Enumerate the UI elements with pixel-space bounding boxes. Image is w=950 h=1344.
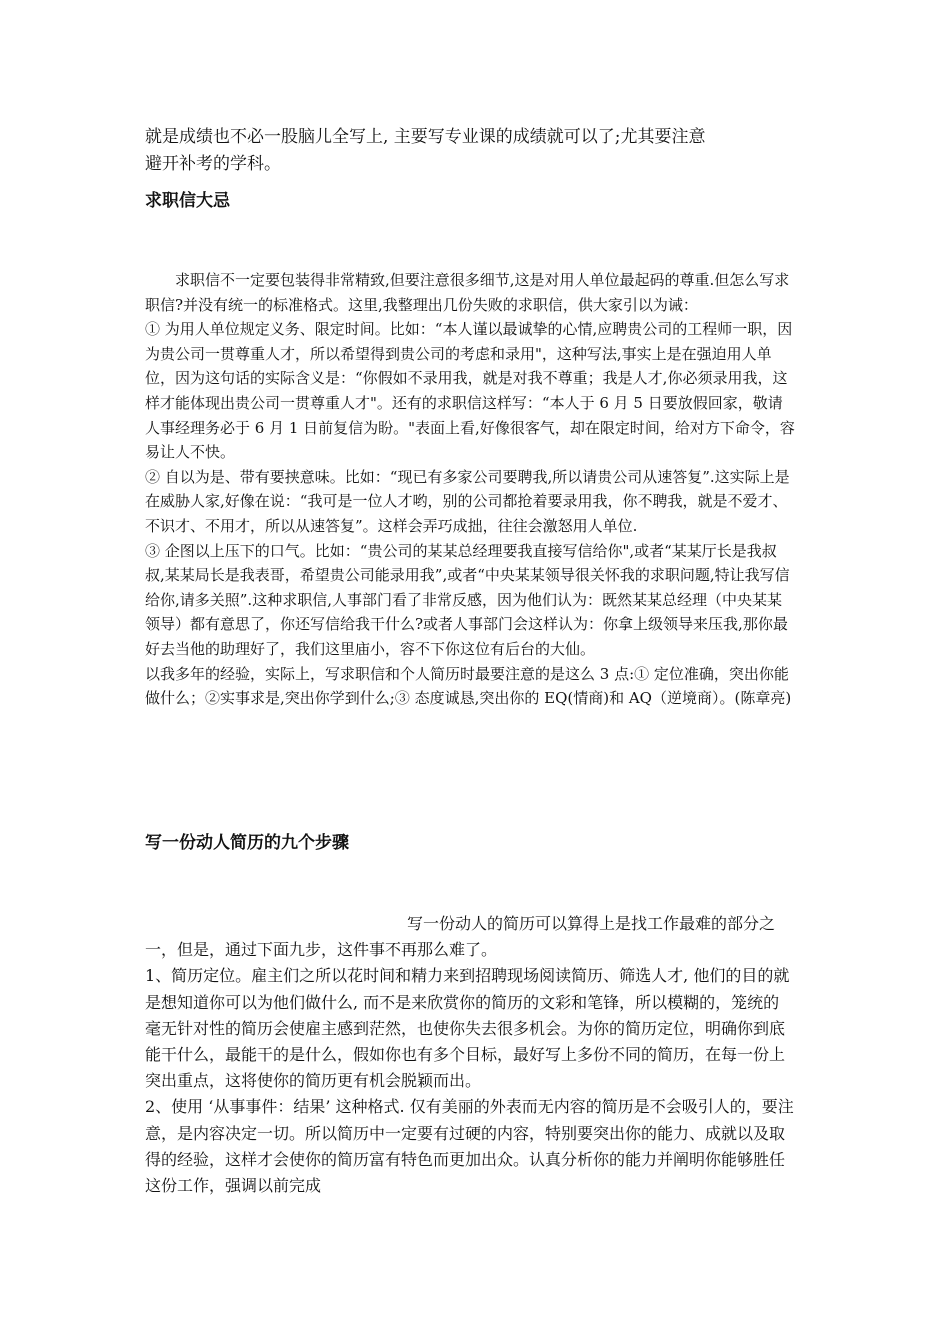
cover-letter-point-1: ① 为用人单位规定义务、限定时间。比如：“本人谨以最诚挚的心情,应聘贵公司的工程师一职，因为贵公司一贯尊重人才，所以希望得到贵公司的考虑和录用"，这种写法,事实上是在强迫用人单位，因为这句话的实际含义是：“你假如不录用我，就是对我不尊重；我是人才,你必须录用我，这样才能体现出贵公司一贯尊重人才"。还有的求职信这样写：“本人于 6 月 5 日要放假回家，敬请人事经理务必于 6 月 1 日前复信为盼。"表面上看,好像很客气，却在限定时间，给对方下命令，容易让人不快。 [145, 320, 795, 462]
intro-paragraph [145, 124, 795, 177]
section-title-cover-letter-taboos: 求职信大忌 [145, 191, 230, 211]
cover-letter-conclusion: 以我多年的经验，实际上，写求职信和个人简历时最要注意的是这么 3 点:① 定位准确，突出你能做什么；②实事求是,突出你学到什么;③ 态度诚恳,突出你的 EQ(情商)和 AQ（逆境商）。(陈章亮) [145, 664, 792, 708]
intro-line-1: 就是成绩也不必一股脑儿全写上, 主要写专业课的成绩就可以了;尤其要注意 [145, 127, 706, 147]
cover-letter-point-3: ③ 企图以上压下的口气。比如：“贵公司的某某总经理要我直接写信给你",或者“某某厅长是我叔叔,某某局长是我表哥，希望贵公司能录用我”,或者“中央某某领导很关怀我的求职问题,特让我写信给你,请多关照”.这种求职信,人事部门看了非常反感，因为他们认为：既然某某总经理（中央某某领导）都有意思了，你还写信给我干什么?或者人事部门会这样认为：你拿上级领导来压我,那你最好去当他的助理好了，我们这里庙小，容不下你这位有后台的大仙。 [145, 541, 790, 658]
section-title-nine-steps: 写一份动人简历的九个步骤 [145, 833, 349, 853]
resume-step-1: 1、简历定位。雇主们之所以花时间和精力来到招聘现场阅读简历、筛选人才, 他们的目的就是想知道你可以为他们做什么, 而不是来欣赏你的简历的文彩和笔锋，所以模糊的，笼统的毫无针对性的简历会使雇主感到茫然，也使你失去很多机会。为你的简历定位，明确你到底能干什么，最能干的是什么，假如你也有多个目标，最好写上多份不同的简历，在每一份上突出重点，这将使你的简历更有机会脱颖而出。 [145, 966, 790, 1091]
resume-step-2: 2、使用 ‘从事事件：结果’ 这种格式. 仅有美丽的外表而无内容的简历是不会吸引人的，要注意，是内容决定一切。所以简历中一定要有过硬的内容，特别要突出你的能力、成就以及取得的经验，这样才会使你的简历富有特色而更加出众。认真分析你的能力并阐明你能够胜任这份工作，强调以前完成 [145, 1097, 794, 1196]
resume-intro-paragraph: 写一份动人的简历可以算得上是找工作最难的部分之一，但是，通过下面九步，这件事不再那么难了。 [145, 914, 776, 960]
resume-section-body [145, 911, 795, 1199]
cover-letter-point-2: ② 自以为是、带有要挟意味。比如：“现已有多家公司要聘我,所以请贵公司从速答复”.这实际上是在威胁人家,好像在说：“我可是一位人才哟，别的公司都抢着要录用我，你不聘我，就是不爱才、不识才、不用才，所以从速答复”。这样会弄巧成拙，往往会激怒用人单位. [145, 467, 790, 535]
intro-line-2: 避开补考的学科。 [145, 153, 281, 174]
cover-letter-intro-paragraph: 求职信不一定要包装得非常精致,但要注意很多细节,这是对用人单位最起码的尊重.但怎么写求职信?并没有统一的标准格式。这里,我整理出几份失败的求职信，供大家引以为诫： [145, 271, 790, 314]
cover-letter-section-body [145, 268, 795, 711]
